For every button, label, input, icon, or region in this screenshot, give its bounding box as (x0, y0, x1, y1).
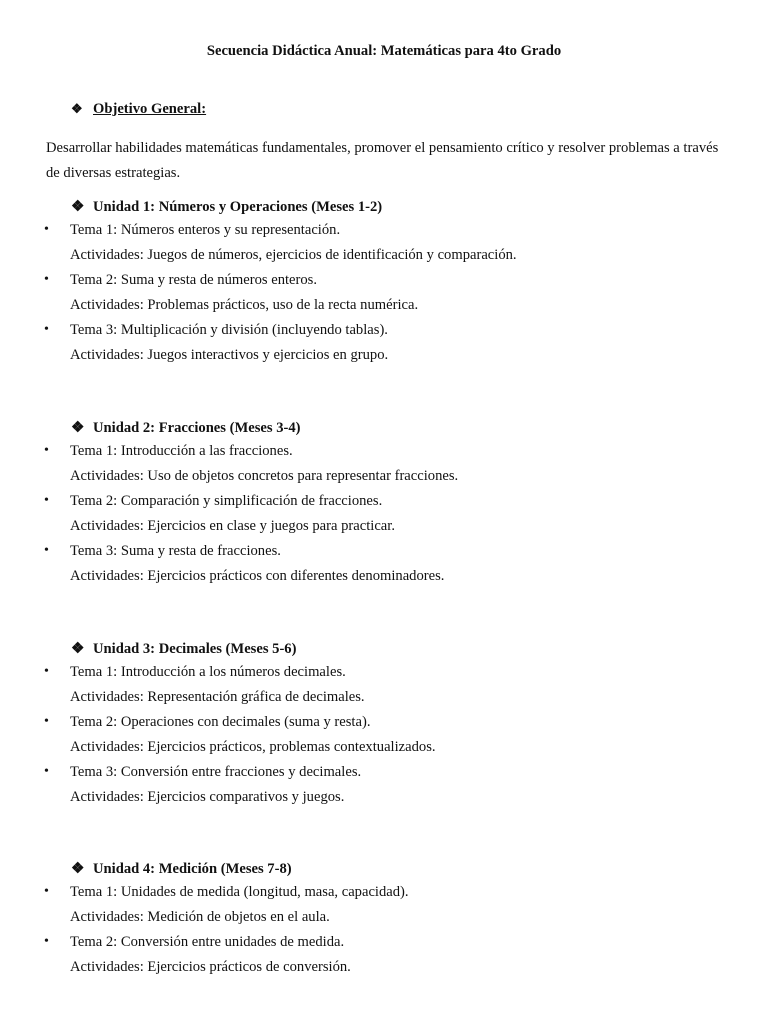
diamond-icon: ❖ (71, 101, 83, 116)
diamond-icon: ❖ (71, 420, 85, 436)
list-item (0, 322, 768, 372)
topic-title: Tema 3: Conversión entre fracciones y decimales. (70, 764, 362, 780)
list-item (0, 493, 768, 543)
topic-activity: Actividades: Medición de objetos en el aula. (70, 909, 330, 925)
unit-heading-label: Unidad 3: Decimales (Meses 5-6) (93, 641, 297, 657)
unit-heading (71, 859, 292, 878)
topic-title: Tema 3: Multiplicación y división (incluyendo tablas). (70, 322, 388, 338)
topic-title: Tema 2: Operaciones con decimales (suma y resta). (70, 714, 371, 730)
bullet-icon: • (44, 764, 49, 779)
topic-activity: Actividades: Uso de objetos concretos para representar fracciones. (70, 468, 459, 484)
topic-activity: Actividades: Ejercicios prácticos de conversión. (70, 959, 351, 975)
objective-heading (71, 101, 206, 118)
bullet-icon: • (44, 272, 49, 287)
list-item (0, 222, 768, 272)
unit-heading-label: Unidad 4: Medición (Meses 7-8) (93, 861, 292, 877)
topic-title: Tema 1: Unidades de medida (longitud, masa, capacidad). (70, 884, 409, 900)
list-item (0, 934, 768, 984)
diamond-icon: ❖ (71, 199, 85, 215)
bullet-icon: • (44, 934, 49, 949)
bullet-icon: • (44, 714, 49, 729)
topic-title: Tema 2: Conversión entre unidades de medida. (70, 934, 345, 950)
unit-heading (71, 639, 296, 658)
objective-text: Desarrollar habilidades matemáticas fundamentales, promover el pensamiento crítico y resolver problemas a través de diversas estrategias. (46, 140, 719, 181)
topic-activity: Actividades: Ejercicios prácticos con diferentes denominadores. (70, 568, 445, 584)
bullet-icon: • (44, 443, 49, 458)
topic-activity: Actividades: Problemas prácticos, uso de la recta numérica. (70, 297, 419, 313)
list-item (0, 764, 768, 814)
unit-heading (71, 418, 301, 437)
unit-heading (71, 197, 382, 216)
list-item (0, 272, 768, 322)
objective-heading-label: Objetivo General: (93, 101, 207, 117)
list-item (0, 884, 768, 934)
list-item (0, 443, 768, 493)
list-item (0, 664, 768, 714)
topic-activity: Actividades: Ejercicios en clase y juegos para practicar. (70, 518, 395, 534)
topic-activity: Actividades: Representación gráfica de decimales. (70, 689, 365, 705)
topic-activity: Actividades: Juegos interactivos y ejercicios en grupo. (70, 347, 389, 363)
diamond-icon: ❖ (71, 861, 85, 877)
bullet-icon: • (44, 884, 49, 899)
topic-title: Tema 1: Números enteros y su representación. (70, 222, 341, 238)
bullet-icon: • (44, 322, 49, 337)
bullet-icon: • (44, 543, 49, 558)
bullet-icon: • (44, 493, 49, 508)
diamond-icon: ❖ (71, 641, 85, 657)
list-item (0, 543, 768, 593)
topic-title: Tema 2: Suma y resta de números enteros. (70, 272, 318, 288)
unit-heading-label: Unidad 1: Números y Operaciones (Meses 1-2) (93, 199, 383, 215)
page-title: Secuencia Didáctica Anual: Matemáticas para 4to Grado (206, 43, 562, 59)
topic-title: Tema 2: Comparación y simplificación de fracciones. (70, 493, 383, 509)
unit-heading-label: Unidad 2: Fracciones (Meses 3-4) (93, 420, 301, 436)
topic-activity: Actividades: Ejercicios comparativos y juegos. (70, 789, 345, 805)
topic-title: Tema 1: Introducción a los números decimales. (70, 664, 346, 680)
list-item (0, 714, 768, 764)
topic-title: Tema 3: Suma y resta de fracciones. (70, 543, 281, 559)
bullet-icon: • (44, 664, 49, 679)
topic-activity: Actividades: Ejercicios prácticos, problemas contextualizados. (70, 739, 436, 755)
topic-title: Tema 1: Introducción a las fracciones. (70, 443, 293, 459)
bullet-icon: • (44, 222, 49, 237)
topic-activity: Actividades: Juegos de números, ejercicios de identificación y comparación. (70, 247, 517, 263)
